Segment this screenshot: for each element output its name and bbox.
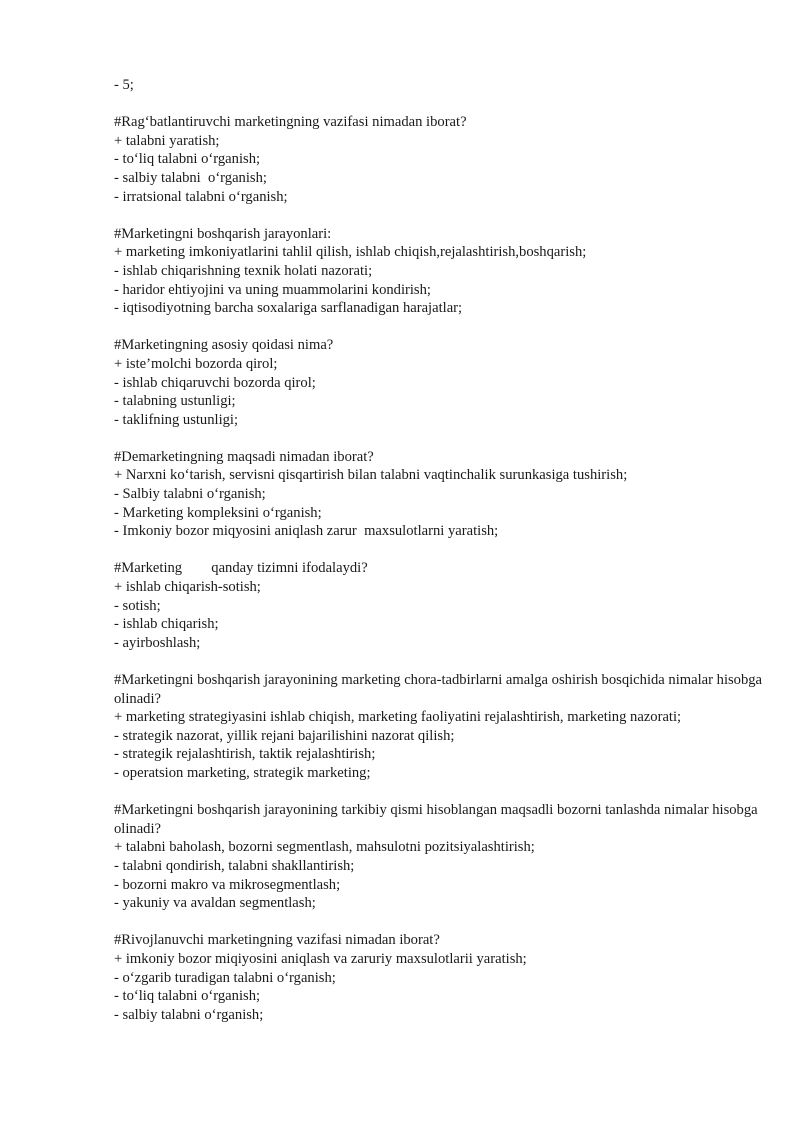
answer-option: - Marketing kompleksini o‘rganish; (114, 504, 322, 521)
spacer (114, 783, 764, 802)
question-block-6 (114, 671, 764, 783)
answer-option: - bozorni makro va mikrosegmentlash; (114, 876, 341, 893)
question-text: #Rivojlanuvchi marketingning vazifasi nimadan iborat? (114, 932, 440, 949)
question-text: #Demarketingning maqsadi nimadan iborat? (114, 448, 374, 465)
answer-option: - ishlab chiqarishning texnik holati nazorati; (114, 262, 373, 279)
answer-option: - strategik rejalashtirish, taktik rejalashtirish; (114, 746, 376, 763)
spacer (114, 318, 764, 337)
spacer (114, 206, 764, 225)
question-text: #Marketingning asosiy qoidasi nima? (114, 337, 334, 354)
answer-option: - talabni qondirish, talabni shakllantirish; (114, 857, 355, 874)
question-block-7 (114, 801, 764, 913)
answer-option: - ishlab chiqaruvchi bozorda qirol; (114, 374, 316, 391)
answer-option: - talabning ustunligi; (114, 393, 236, 410)
answer-option: - salbiy talabni o‘rganish; (114, 169, 267, 186)
answer-option: - yakuniy va avaldan segmentlash; (114, 895, 316, 912)
question-block-8 (114, 931, 764, 1024)
answer-option: - o‘zgarib turadigan talabni o‘rganish; (114, 969, 336, 986)
answer-option: - strategik nazorat, yillik rejani bajarilishini nazorat qilish; (114, 727, 455, 744)
answer-option: + talabni yaratish; (114, 132, 220, 149)
answer-option: + ishlab chiqarish-sotish; (114, 579, 261, 596)
intro-line: - 5; (114, 77, 134, 93)
question-block-5 (114, 559, 764, 652)
question-text: #Marketingni boshqarish jarayonining marketing chora-tadbirlarni amalga oshirish bosqichida nimalar hisobga olinadi? (114, 672, 763, 707)
answer-option: + marketing imkoniyatlarini tahlil qilish, ishlab chiqish,rejalashtirish,boshqarish; (114, 244, 587, 261)
answer-option: - to‘liq talabni o‘rganish; (114, 151, 261, 168)
answer-option: - salbiy talabni o‘rganish; (114, 1006, 264, 1023)
answer-option: - sotish; (114, 597, 161, 614)
question-text: #Marketingni boshqarish jarayonlari: (114, 225, 332, 242)
answer-option: - operatsion marketing, strategik marketing; (114, 764, 371, 781)
answer-option: - ishlab chiqarish; (114, 616, 219, 633)
spacer (114, 652, 764, 671)
answer-option: - Imkoniy bozor miqyosini aniqlash zarur maxsulotlarni yaratish; (114, 523, 499, 540)
answer-option: + iste’molchi bozorda qirol; (114, 355, 278, 372)
spacer (114, 95, 764, 114)
question-block-1 (114, 113, 764, 206)
answer-option: - taklifning ustunligi; (114, 411, 239, 428)
question-text: #Marketing qanday tizimni ifodalaydi? (114, 560, 368, 577)
document-page (114, 76, 764, 1024)
answer-option: - Salbiy talabni o‘rganish; (114, 486, 266, 503)
answer-option: + talabni baholash, bozorni segmentlash, mahsulotni pozitsiyalashtirish; (114, 839, 535, 856)
spacer (114, 913, 764, 932)
answer-option: - haridor ehtiyojini va uning muammolarini kondirish; (114, 281, 431, 298)
answer-option: - to‘liq talabni o‘rganish; (114, 988, 261, 1005)
spacer (114, 541, 764, 560)
question-block-2 (114, 225, 764, 318)
spacer (114, 429, 764, 448)
answer-option: + marketing strategiyasini ishlab chiqish, marketing faoliyatini rejalashtirish, marketing nazorati; (114, 709, 682, 726)
answer-option: - iqtisodiyotning barcha soxalariga sarflanadigan harajatlar; (114, 300, 463, 317)
question-text: #Rag‘batlantiruvchi marketingning vazifasi nimadan iborat? (114, 114, 467, 131)
question-text: #Marketingni boshqarish jarayonining tarkibiy qismi hisoblangan maqsadli bozorni tanlashda nimalar hisobga olinadi? (114, 802, 758, 837)
question-block-4 (114, 448, 764, 541)
answer-option: - ayirboshlash; (114, 634, 201, 651)
answer-option: + imkoniy bozor miqiyosini aniqlash va zaruriy maxsulotlarii yaratish; (114, 950, 527, 967)
answer-option: + Narxni ko‘tarish, servisni qisqartirish bilan talabni vaqtinchalik surunkasiga tushirish; (114, 467, 628, 484)
question-block-3 (114, 336, 764, 429)
answer-option: - irratsional talabni o‘rganish; (114, 188, 288, 205)
